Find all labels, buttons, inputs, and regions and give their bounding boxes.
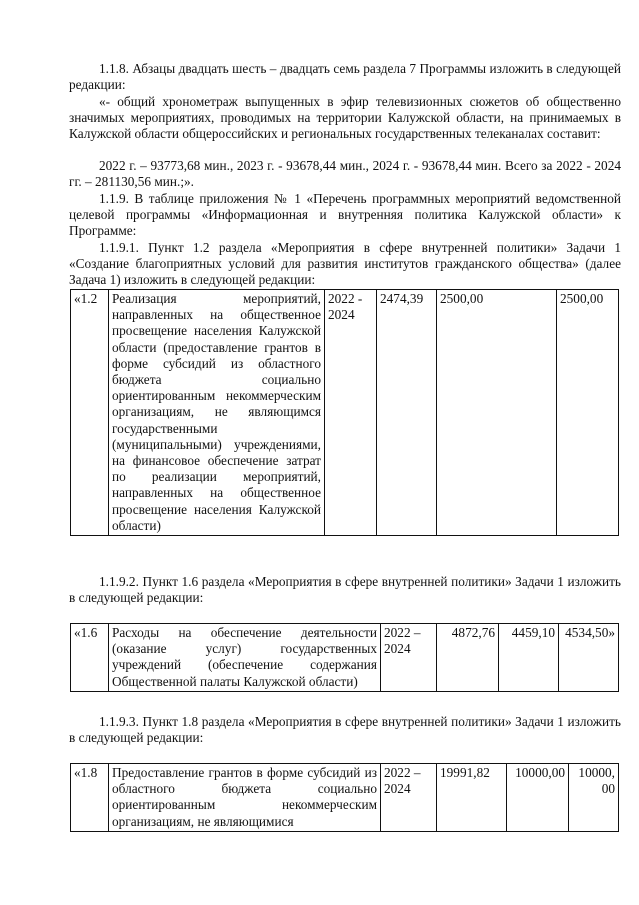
table-row [71, 764, 619, 832]
paragraph-1-1-9-3: 1.1.9.3. Пункт 1.8 раздела «Мероприятия в сфере внутренней политики» Задачи 1 изложить в следующей редакции: [69, 714, 621, 746]
item-number: «1.2 [71, 290, 109, 536]
paragraph-1-1-9-1: 1.1.9.1. Пункт 1.2 раздела «Мероприятия в сфере внутренней политики» Задачи 1 «Создание благоприятных условий для развития институтов гражданского общества» (далее Задача 1) изложить в следующей редакции: [69, 240, 621, 288]
item-period: 2022 – 2024 [381, 764, 437, 832]
table-item-1-2 [70, 289, 619, 536]
item-description: Расходы на обеспечение деятельности (оказание услуг) государственных учреждений (обеспечение содержания Общественной палаты Калужской области) [109, 624, 381, 692]
item-description: Предоставление грантов в форме субсидий из областного бюджета социально ориентированным некоммерческим организациям, не являющимися [109, 764, 381, 832]
paragraph-1-1-9-2: 1.1.9.2. Пункт 1.6 раздела «Мероприятия в сфере внутренней политики» Задачи 1 изложить в следующей редакции: [69, 574, 621, 606]
item-value-2023: 4459,10 [499, 624, 559, 692]
quote-paragraph-b: 2022 г. – 93773,68 мин., 2023 г. - 93678,44 мин., 2024 г. - 93678,44 мин. Всего за 2022 - 2024 гг. – 281130,56 мин.;». [69, 158, 621, 190]
item-value-2024: 2500,00 [557, 290, 619, 536]
item-period: 2022 - 2024 [325, 290, 377, 536]
item-value-2022: 2474,39 [377, 290, 437, 536]
item-value-2023: 10000,00 [507, 764, 569, 832]
item-number: «1.8 [71, 764, 109, 832]
table-item-1-8 [70, 763, 619, 832]
item-period: 2022 – 2024 [381, 624, 437, 692]
table-item-1-6 [70, 623, 619, 692]
item-value-2023: 2500,00 [437, 290, 557, 536]
item-value-2022: 19991,82 [437, 764, 507, 832]
item-description: Реализация мероприятий, направленных на общественное просвещение населения Калужской области (предоставление грантов в форме субсидий из областного бюджета социально ориентированным некоммерческим организациям, не являющимся государственными (муниципальными) учреждениями, на финансовое обеспечение затрат по реализации мероприятий, направленных на общественное просвещение населения Калужской области) [109, 290, 325, 536]
table-row [71, 624, 619, 692]
item-value-2024: 10000,00 [569, 764, 619, 832]
quote-paragraph-a: «- общий хронометраж выпущенных в эфир телевизионных сюжетов об общественно значимых мероприятиях, проводимых на территории Калужской области, на принимаемых в Калужской области общероссийских и региональных государственных телеканалах составит: [69, 94, 621, 142]
item-value-2022: 4872,76 [437, 624, 499, 692]
item-value-2024: 4534,50» [559, 624, 619, 692]
paragraph-1-1-8: 1.1.8. Абзацы двадцать шесть – двадцать семь раздела 7 Программы изложить в следующей редакции: [69, 61, 621, 93]
item-number: «1.6 [71, 624, 109, 692]
paragraph-1-1-9: 1.1.9. В таблице приложения № 1 «Перечень программных мероприятий ведомственной целевой программы «Информационная и внутренняя политика Калужской области» к Программе: [69, 191, 621, 239]
table-row [71, 290, 619, 536]
